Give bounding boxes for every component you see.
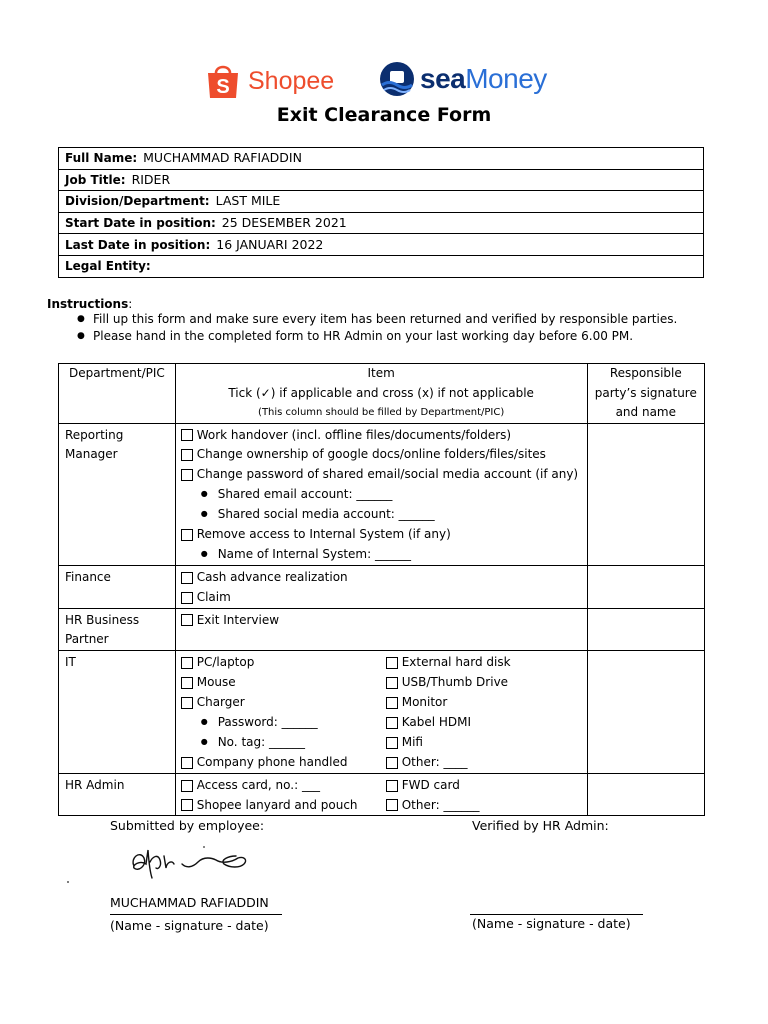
- signature-cell[interactable]: [587, 565, 704, 608]
- instructions-title-text: Instructions: [47, 297, 129, 311]
- checklist-item[interactable]: [181, 796, 386, 816]
- dept-label: HR Admin: [65, 777, 125, 792]
- dept-label: Reporting: [65, 427, 124, 442]
- info-row-start-date: [59, 212, 704, 234]
- checklist-item[interactable]: [181, 673, 386, 693]
- checklist-label: External hard disk: [401, 655, 511, 670]
- header-logos: [0, 56, 768, 106]
- header-item-note: (This column should be filled by Department/PIC): [258, 407, 505, 418]
- checklist-item[interactable]: [386, 796, 587, 816]
- header-item: [175, 364, 587, 424]
- items-finance: [175, 565, 587, 608]
- sub-item[interactable]: ● Shared email account: ______: [201, 485, 587, 505]
- dept-label: Finance: [65, 569, 111, 584]
- spacer-line: [181, 630, 587, 650]
- checkbox[interactable]: [386, 799, 398, 811]
- employee-info-table: [58, 147, 704, 278]
- division-value: LAST MILE: [215, 193, 281, 209]
- row-it: [59, 651, 705, 773]
- signature-cell[interactable]: [587, 651, 704, 773]
- employee-signature-line: [110, 914, 282, 915]
- info-row-division: [59, 191, 704, 213]
- row-hr-admin: [59, 773, 705, 816]
- instructions-colon: :: [128, 297, 133, 311]
- employee-name: MUCHAMMAD RAFIADDIN: [110, 895, 269, 910]
- checklist-label: Company phone handled: [196, 754, 348, 769]
- shopee-logo: [206, 62, 334, 100]
- checkbox[interactable]: [181, 429, 193, 441]
- header-signature-line-2: party’s signature: [594, 385, 697, 400]
- start-date-label: Start Date in position:: [65, 216, 216, 231]
- employee-signature-caption: (Name - signature - date): [110, 918, 269, 933]
- signature-cell[interactable]: [587, 773, 704, 816]
- hr-admin-signature-caption: (Name - signature - date): [472, 916, 631, 931]
- items-hr-business-partner: [175, 608, 587, 651]
- sub-item[interactable]: ● Name of Internal System: ______: [201, 545, 587, 565]
- seamoney-logo: [378, 60, 547, 98]
- checklist-item[interactable]: [181, 465, 587, 485]
- checklist-label: Kabel HDMI: [401, 714, 472, 729]
- checkbox[interactable]: [386, 717, 398, 729]
- job-title-value: RIDER: [131, 171, 171, 187]
- checkbox[interactable]: [386, 697, 398, 709]
- checkbox[interactable]: [386, 780, 398, 792]
- checklist-label: Change password of shared email/social media account (if any): [196, 467, 579, 482]
- checklist-item[interactable]: [386, 733, 587, 753]
- checklist-label: Other: ______: [401, 797, 480, 812]
- checkbox[interactable]: [181, 657, 193, 669]
- dept-hr-admin: [59, 773, 176, 816]
- checklist-item[interactable]: [181, 611, 587, 631]
- checkbox[interactable]: [181, 449, 193, 461]
- checklist-label: Shopee lanyard and pouch: [196, 797, 358, 812]
- checkbox[interactable]: [181, 614, 193, 626]
- info-row-full-name: [59, 148, 704, 170]
- it-left-column: [181, 653, 386, 772]
- ink-dot: [67, 881, 69, 883]
- instructions: [47, 297, 677, 345]
- header-item-instruction: Tick (✓) if applicable and cross (x) if not applicable: [228, 385, 534, 400]
- division-label: Division/Department:: [65, 194, 210, 209]
- last-date-field[interactable]: [59, 234, 704, 256]
- checklist-label: Change ownership of google docs/online folders/files/sites: [196, 447, 546, 462]
- instructions-title: [47, 297, 677, 311]
- form-title: Exit Clearance Form: [276, 104, 492, 126]
- sub-item[interactable]: ● Shared social media account: ______: [201, 505, 587, 525]
- checklist-item[interactable]: [386, 693, 587, 713]
- seamoney-money-text: Money: [465, 63, 547, 94]
- hr-admin-columns: [181, 776, 587, 816]
- seamoney-sea-text: sea: [420, 63, 466, 94]
- full-name-label: Full Name:: [65, 151, 138, 166]
- last-date-label: Last Date in position:: [65, 237, 211, 252]
- hr-admin-right-column: [386, 776, 587, 816]
- checklist-label: Mifi: [401, 734, 423, 749]
- checkbox[interactable]: [181, 529, 193, 541]
- checklist-item[interactable]: [386, 753, 587, 773]
- svg-text:S: S: [216, 76, 230, 98]
- checklist-label: Charger: [196, 695, 245, 710]
- checkbox[interactable]: [181, 780, 193, 792]
- checkbox[interactable]: [181, 757, 193, 769]
- signature-cell[interactable]: [587, 608, 704, 651]
- checklist-item[interactable]: [181, 426, 587, 446]
- dept-it: [59, 651, 176, 773]
- clearance-table: [58, 363, 705, 816]
- checklist-item[interactable]: [181, 525, 587, 545]
- checklist-label: Mouse: [196, 675, 236, 690]
- checklist-item[interactable]: [181, 653, 386, 673]
- checklist-label: Exit Interview: [196, 612, 280, 627]
- checklist-item[interactable]: [386, 673, 587, 693]
- dept-label: IT: [65, 655, 76, 670]
- submitted-by-label: Submitted by employee:: [110, 818, 265, 833]
- checkbox[interactable]: [181, 469, 193, 481]
- verified-by-label: Verified by HR Admin:: [472, 818, 609, 833]
- checklist-item[interactable]: [386, 653, 587, 673]
- checklist-label: Work handover (incl. offline files/documents/folders): [196, 427, 512, 442]
- checklist-label: Other: ____: [401, 754, 468, 769]
- checkbox[interactable]: [386, 677, 398, 689]
- full-name-field[interactable]: [59, 148, 704, 170]
- start-date-value: 25 DESEMBER 2021: [221, 215, 347, 231]
- header-department: [59, 364, 176, 424]
- checklist-label: Cash advance realization: [196, 569, 348, 584]
- job-title-label: Job Title:: [65, 172, 126, 187]
- checklist-label: FWD card: [401, 777, 460, 792]
- sub-item[interactable]: ● No. tag: ______: [201, 733, 386, 753]
- sub-item[interactable]: ● Password: ______: [201, 713, 386, 733]
- checklist-label: Monitor: [401, 695, 448, 710]
- division-field[interactable]: [59, 191, 704, 213]
- checkbox[interactable]: [386, 657, 398, 669]
- it-columns: [181, 653, 587, 772]
- full-name-value: MUCHAMMAD RAFIADDIN: [143, 150, 302, 166]
- info-row-last-date: [59, 234, 704, 256]
- hr-admin-left-column: [181, 776, 386, 816]
- signature-cell[interactable]: [587, 423, 704, 565]
- info-row-job-title: [59, 169, 704, 191]
- job-title-field[interactable]: [59, 169, 704, 191]
- checklist-item[interactable]: [386, 713, 587, 733]
- checklist-item[interactable]: [181, 588, 587, 608]
- shopee-bag-icon: [206, 62, 240, 100]
- checkbox[interactable]: [181, 799, 193, 811]
- checklist-item[interactable]: [181, 568, 587, 588]
- checklist-item[interactable]: [181, 753, 386, 773]
- instruction-item: ● Please hand in the completed form to HR Admin on your last working day before 6.00 PM.: [77, 328, 677, 345]
- checklist-item[interactable]: [181, 445, 587, 465]
- header-signature-line-3: and name: [615, 405, 676, 419]
- checklist-label: PC/laptop: [196, 655, 255, 670]
- start-date-field[interactable]: [59, 212, 704, 234]
- row-reporting-manager: [59, 423, 705, 565]
- checklist-item[interactable]: [181, 693, 386, 713]
- checkbox[interactable]: [386, 757, 398, 769]
- instruction-item: ● Fill up this form and make sure every item has been returned and verified by responsible parties.: [77, 311, 677, 328]
- items-hr-admin: [175, 773, 587, 816]
- legal-entity-label: Legal Entity:: [65, 259, 151, 274]
- header-signature: [587, 364, 704, 424]
- checklist-item[interactable]: [386, 776, 587, 796]
- info-row-legal-entity: [59, 255, 704, 277]
- dept-finance: [59, 565, 176, 608]
- dept-label: HR Business: [65, 612, 140, 627]
- last-date-value: 16 JANUARI 2022: [216, 236, 324, 252]
- dept-label: Manager: [65, 447, 118, 462]
- row-hr-business-partner: [59, 608, 705, 651]
- header-signature-line-1: Responsible: [609, 366, 682, 380]
- items-it: [175, 651, 587, 773]
- checklist-item[interactable]: [181, 776, 386, 796]
- header-item-title: Item: [367, 366, 395, 380]
- checklist-label: USB/Thumb Drive: [401, 675, 509, 690]
- dept-reporting-manager: [59, 423, 176, 565]
- checkbox[interactable]: [181, 677, 193, 689]
- checklist-label: Claim: [196, 589, 231, 604]
- dept-label: Partner: [65, 632, 109, 647]
- checkbox[interactable]: [181, 592, 193, 604]
- checklist-label: Access card, no.: ___: [196, 777, 320, 792]
- legal-entity-field[interactable]: [59, 255, 704, 277]
- checklist-label: Remove access to Internal System (if any): [196, 526, 451, 541]
- seamoney-wordmark: [420, 63, 547, 95]
- shopee-wordmark: Shopee: [248, 66, 335, 95]
- items-reporting-manager: [175, 423, 587, 565]
- checkbox[interactable]: [181, 572, 193, 584]
- checkbox[interactable]: [181, 697, 193, 709]
- row-finance: [59, 565, 705, 608]
- instructions-list: [77, 311, 677, 345]
- dept-hr-business-partner: [59, 608, 176, 651]
- checkbox[interactable]: [386, 737, 398, 749]
- employee-signature-icon: [120, 838, 260, 888]
- hr-admin-signature-line[interactable]: [470, 914, 643, 915]
- header-department-text: Department/PIC: [68, 366, 165, 380]
- clearance-header-row: [59, 364, 705, 424]
- it-right-column: [386, 653, 587, 772]
- seamoney-wave-icon: [378, 60, 416, 98]
